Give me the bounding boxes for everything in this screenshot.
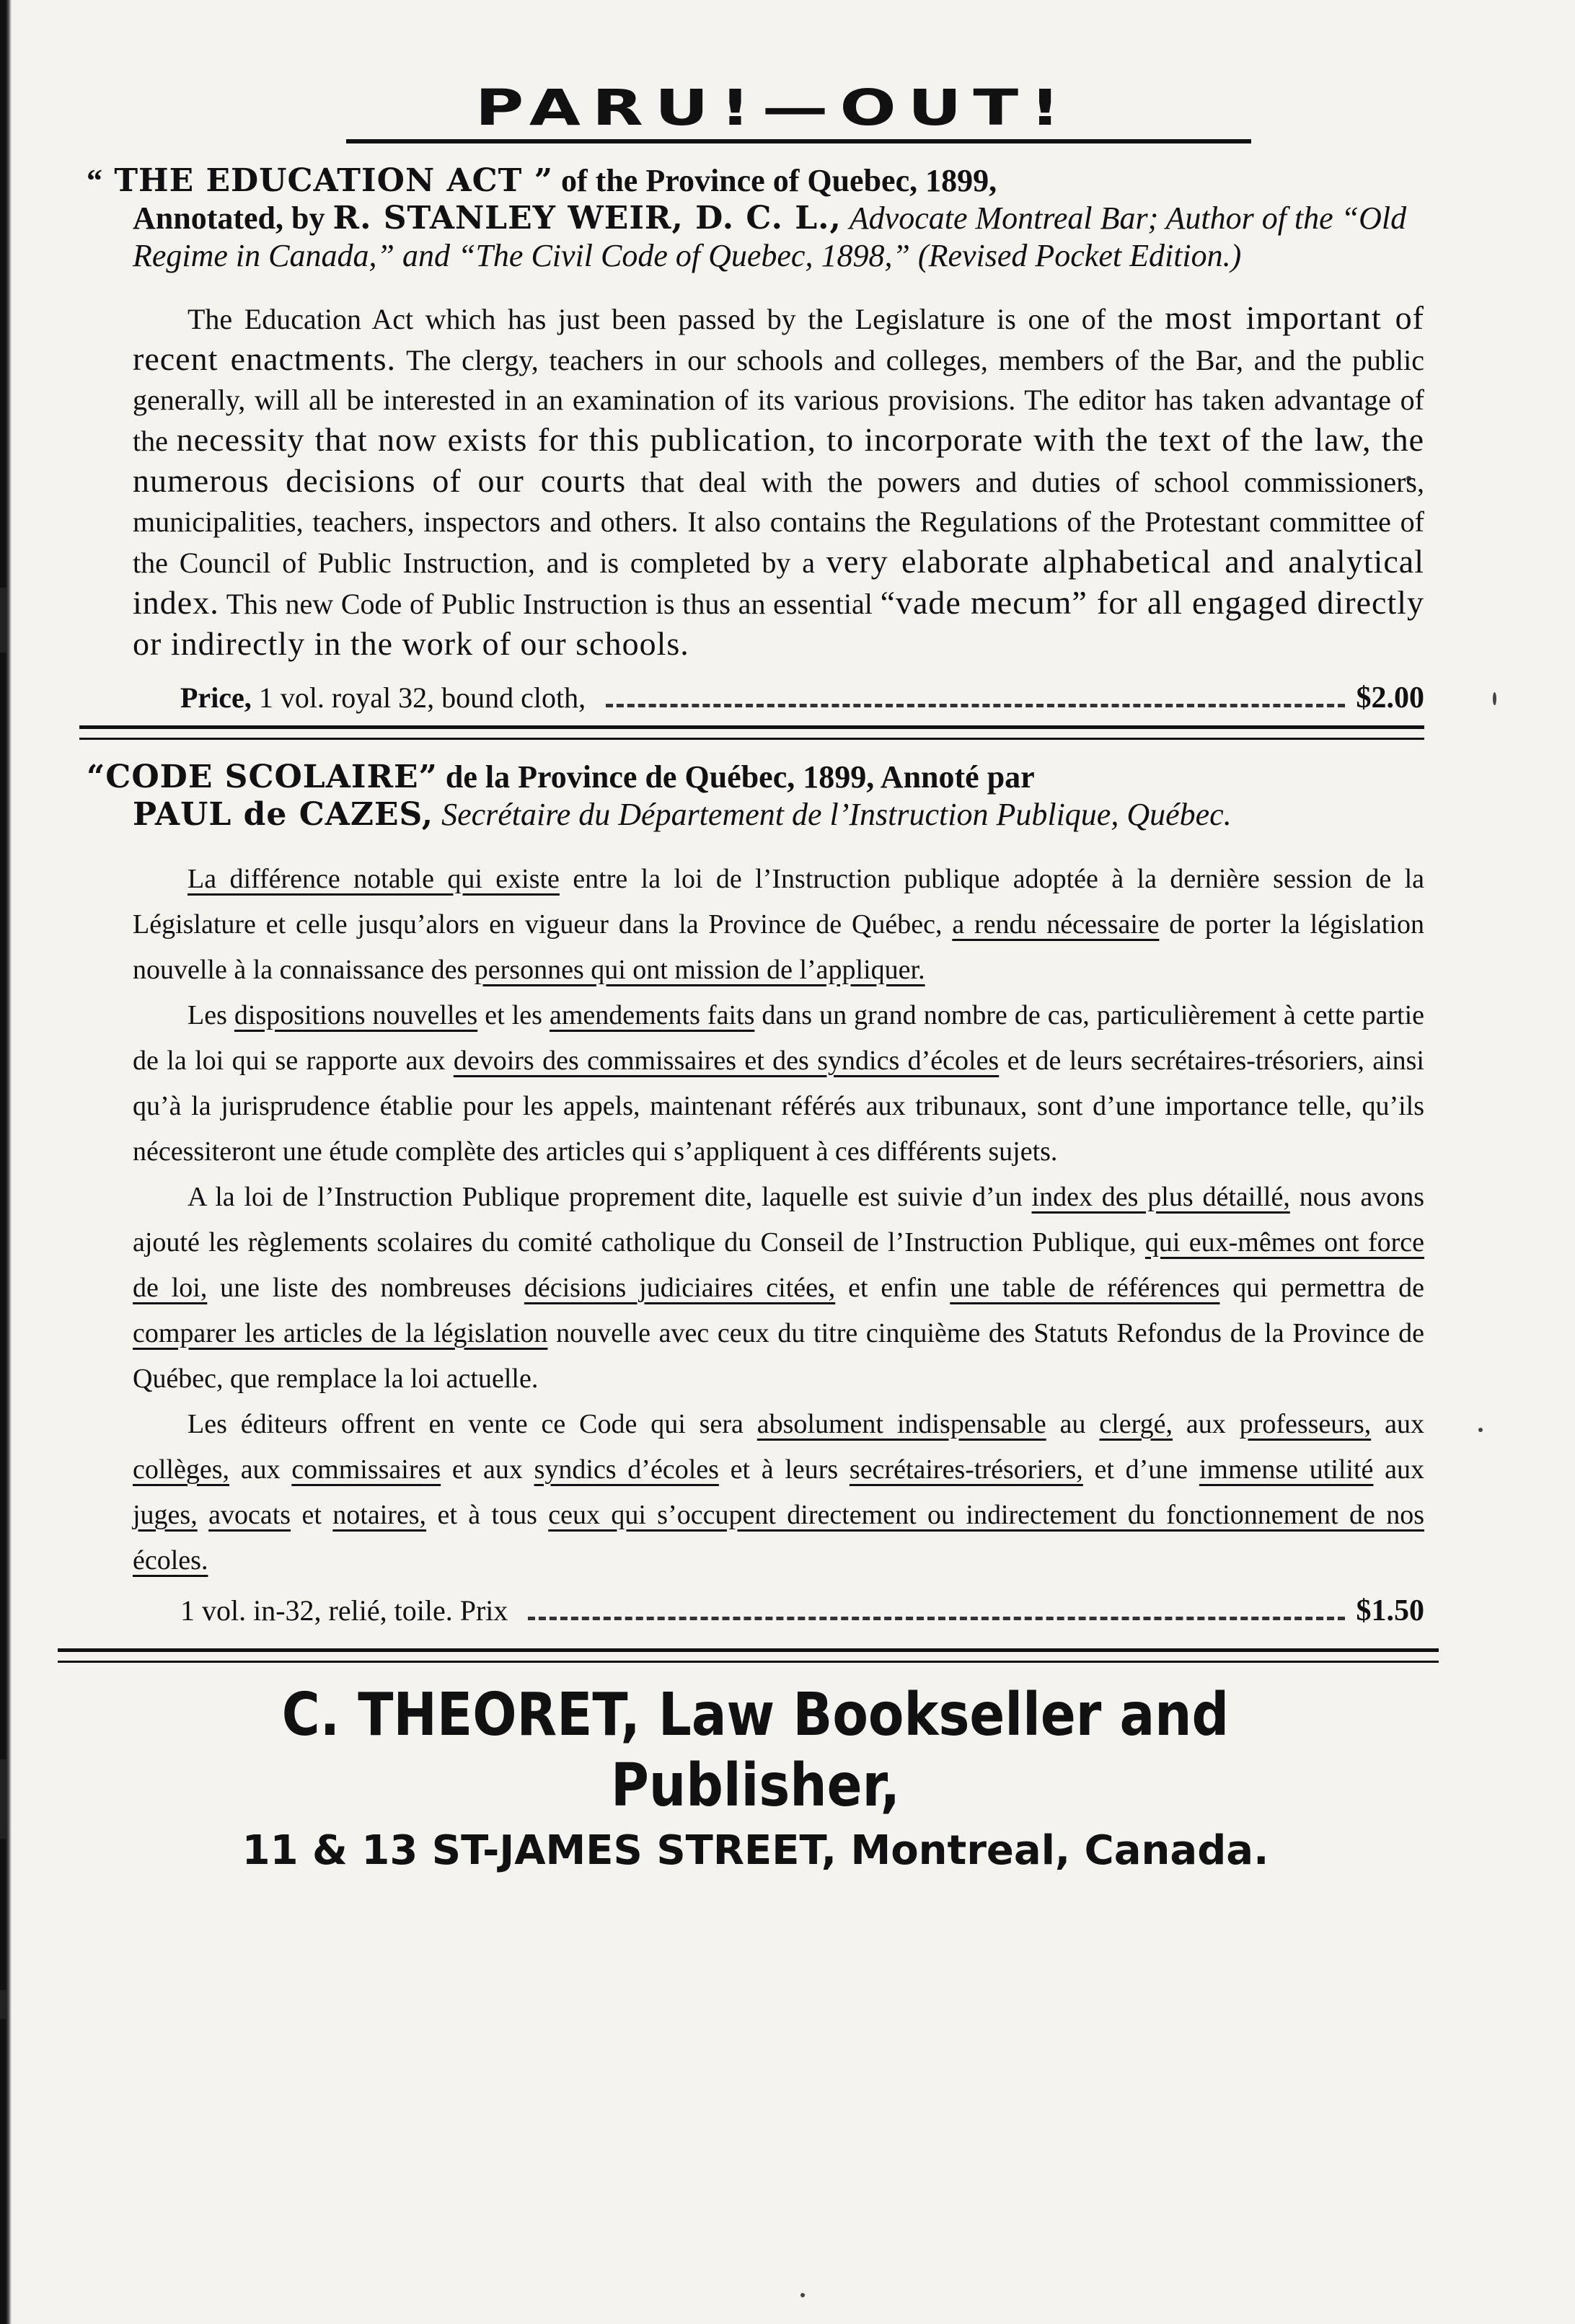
underlined-phrase: qui eux-mêmes ont force de loi, <box>133 1227 1425 1303</box>
listing-annotation: Annotated, by <box>133 200 325 236</box>
underlined-phrase: index des plus détaillé, <box>1031 1181 1290 1212</box>
price-row-french <box>180 1594 1424 1628</box>
description-text-large: “vade mecum” for all engaged directly or indirectly in the work of our schools. <box>133 583 1424 662</box>
underlined-phrase: dispositions nouvelles <box>234 999 478 1030</box>
paragraph: Les éditeurs offrent en vente ce Code qui sera absolument indispensable au clergé, aux professeurs, aux collèges, aux commissaires et aux syndics d’écoles et à leurs secrétaires-trésoriers, et d’une immense utilité aux juges, avocats et notaires, et à tous ceux qui s’occupent directement ou indirectement du fonctionnement de nos écoles. <box>133 1408 1424 1576</box>
edge-tick-mark <box>0 1990 6 2019</box>
price-row-english <box>180 681 1424 715</box>
listing-title: “CODE SCOLAIRE” <box>87 758 438 795</box>
underlined-phrase: immense utilité <box>1199 1454 1374 1485</box>
underlined-phrase: amendements faits <box>549 999 755 1030</box>
scan-speck <box>800 2293 805 2297</box>
underlined-phrase: devoirs des commissaires et des syndics d’écoles <box>453 1045 1000 1076</box>
publisher-name: C. THEORET, Law Bookseller and Publisher, <box>281 1680 1230 1820</box>
underlined-phrase: professeurs, <box>1239 1408 1372 1439</box>
listing-french-description <box>133 857 1424 1583</box>
left-edge-scan-mark <box>0 0 12 2324</box>
price-leader-dots <box>606 704 1344 707</box>
author-name: PAUL de CAZES, <box>133 795 434 833</box>
underlined-phrase: comparer les articles de la législation <box>133 1317 548 1348</box>
scan-speck <box>1493 692 1496 705</box>
underlined-phrase: clergé, <box>1099 1408 1173 1439</box>
description-text: The clergy, teachers in our schools and colleges, members of the Bar, and the public generally, will all be interested in an examination of its various provisions. The editor has taken advantage of the <box>133 343 1424 457</box>
author-name: R. STANLEY WEIR, D. C. L., <box>332 199 842 237</box>
headline-underline <box>346 139 1251 143</box>
publisher-address: 11 & 13 ST-JAMES STREET, Montreal, Canada. <box>242 1827 1269 1875</box>
underlined-phrase: syndics d’écoles <box>534 1454 719 1485</box>
price-label: 1 vol. in-32, relié, toile. Prix <box>180 1594 508 1627</box>
underlined-phrase: La différence notable qui existe <box>188 863 560 894</box>
description-text: This new Code of Public Instruction is thus an essential <box>226 587 873 620</box>
edge-tick-mark <box>0 588 6 653</box>
listing-english-description <box>133 298 1424 665</box>
section-divider <box>79 725 1424 740</box>
price-value: $1.50 <box>1356 1594 1424 1627</box>
paragraph: A la loi de l’Instruction Publique proprement dite, laquelle est suivie d’un index des plus détaillé, nous avons ajouté les règlements scolaires du comité catholique du Conseil de l’Instruction Publique, qui eux-mêmes ont force de loi, une liste des nombreuses décisions judiciaires citées, et enfin une table de références qui permettra de comparer les articles de la législation nouvelle avec ceux du titre cinquième des Statuts Refondus de la Province de Québec, que remplace la loi actuelle. <box>133 1181 1425 1394</box>
underlined-phrase: personnes qui ont mission de l’appliquer. <box>474 954 925 985</box>
headline: PARU!—OUT! <box>475 79 1072 137</box>
underlined-phrase: a rendu nécessaire <box>952 909 1160 940</box>
underlined-phrase: une table de références <box>950 1272 1220 1303</box>
underlined-phrase: commissaires <box>291 1454 441 1485</box>
paragraph: La différence notable qui existe entre la loi de l’Instruction publique adoptée à la dernière session de la Législature et celle jusqu’alors en vigueur dans la Province de Québec, a rendu nécessaire de porter la législation nouvelle à la connaissance des personnes qui ont mission de l’appliquer. <box>133 863 1425 985</box>
description-text-large: necessity that now exists for this publication, to incorporate with the text of the law, the numerous decisions of our courts <box>133 420 1424 499</box>
underlined-phrase: collèges, <box>133 1454 230 1485</box>
author-credentials: Secrétaire du Département de l’Instruction Publique, Québec. <box>441 796 1232 832</box>
underlined-phrase: ceux qui s’occupent directement ou indirectement du fonctionnement de nos écoles. <box>133 1499 1424 1576</box>
footer-divider <box>58 1648 1439 1663</box>
listing-title-suffix: de la Province de Québec, 1899, Annoté par <box>445 759 1035 795</box>
listing-french-title <box>87 759 1424 834</box>
price-label: Price, 1 vol. royal 32, bound cloth, <box>180 681 586 714</box>
listing-title-suffix: of the Province of Quebec, 1899, <box>561 163 997 198</box>
description-text-large: very elaborate alphabetical and analytical index. <box>133 542 1425 621</box>
price-leader-dots <box>528 1617 1344 1620</box>
listing-title: THE EDUCATION ACT ” <box>102 162 554 199</box>
description-text-large: most important of recent enactments. <box>133 299 1425 377</box>
underlined-phrase: avocats <box>208 1499 291 1530</box>
paragraph: Les dispositions nouvelles et les amendements faits dans un grand nombre de cas, particulièrement à cette partie de la loi qui se rapporte aux devoirs des commissaires et des syndics d’écoles et de leurs secrétaires-trésoriers, ainsi qu’à la jurisprudence établie pour les appels, maintenant référés aux tribunaux, sont d’une importance telle, qu’ils nécessiteront une étude complète des articles qui s’appliquent à ces différents sujets. <box>133 999 1425 1167</box>
description-text: The Education Act which has just been passed by the Legislature is one of the <box>188 302 1153 335</box>
price-value: $2.00 <box>1356 681 1424 715</box>
underlined-phrase: notaires, <box>332 1499 427 1530</box>
edge-tick-mark <box>0 1759 6 1839</box>
underlined-phrase: juges, <box>133 1499 198 1530</box>
advertisement <box>87 79 1425 1875</box>
underlined-phrase: décisions judiciaires citées, <box>524 1272 836 1303</box>
listing-title-quote: “ <box>87 163 102 198</box>
scan-speck <box>1478 1428 1483 1432</box>
underlined-phrase: absolument indispensable <box>756 1408 1046 1439</box>
author-credentials: Advocate Montreal Bar; Author of the “Old Regime in Canada,” and “The Civil Code of Quebec, 1898,” (Revised Pocket Edition.) <box>133 200 1407 273</box>
description-text: that deal with the powers and duties of school commissioners, municipalities, teachers, inspectors and others. It also contains the Regulations of the Protestant committee of the Council of Public Instruction, and is completed by a <box>133 465 1425 579</box>
listing-english-title <box>87 162 1424 275</box>
underlined-phrase: secrétaires-trésoriers, <box>849 1454 1083 1485</box>
